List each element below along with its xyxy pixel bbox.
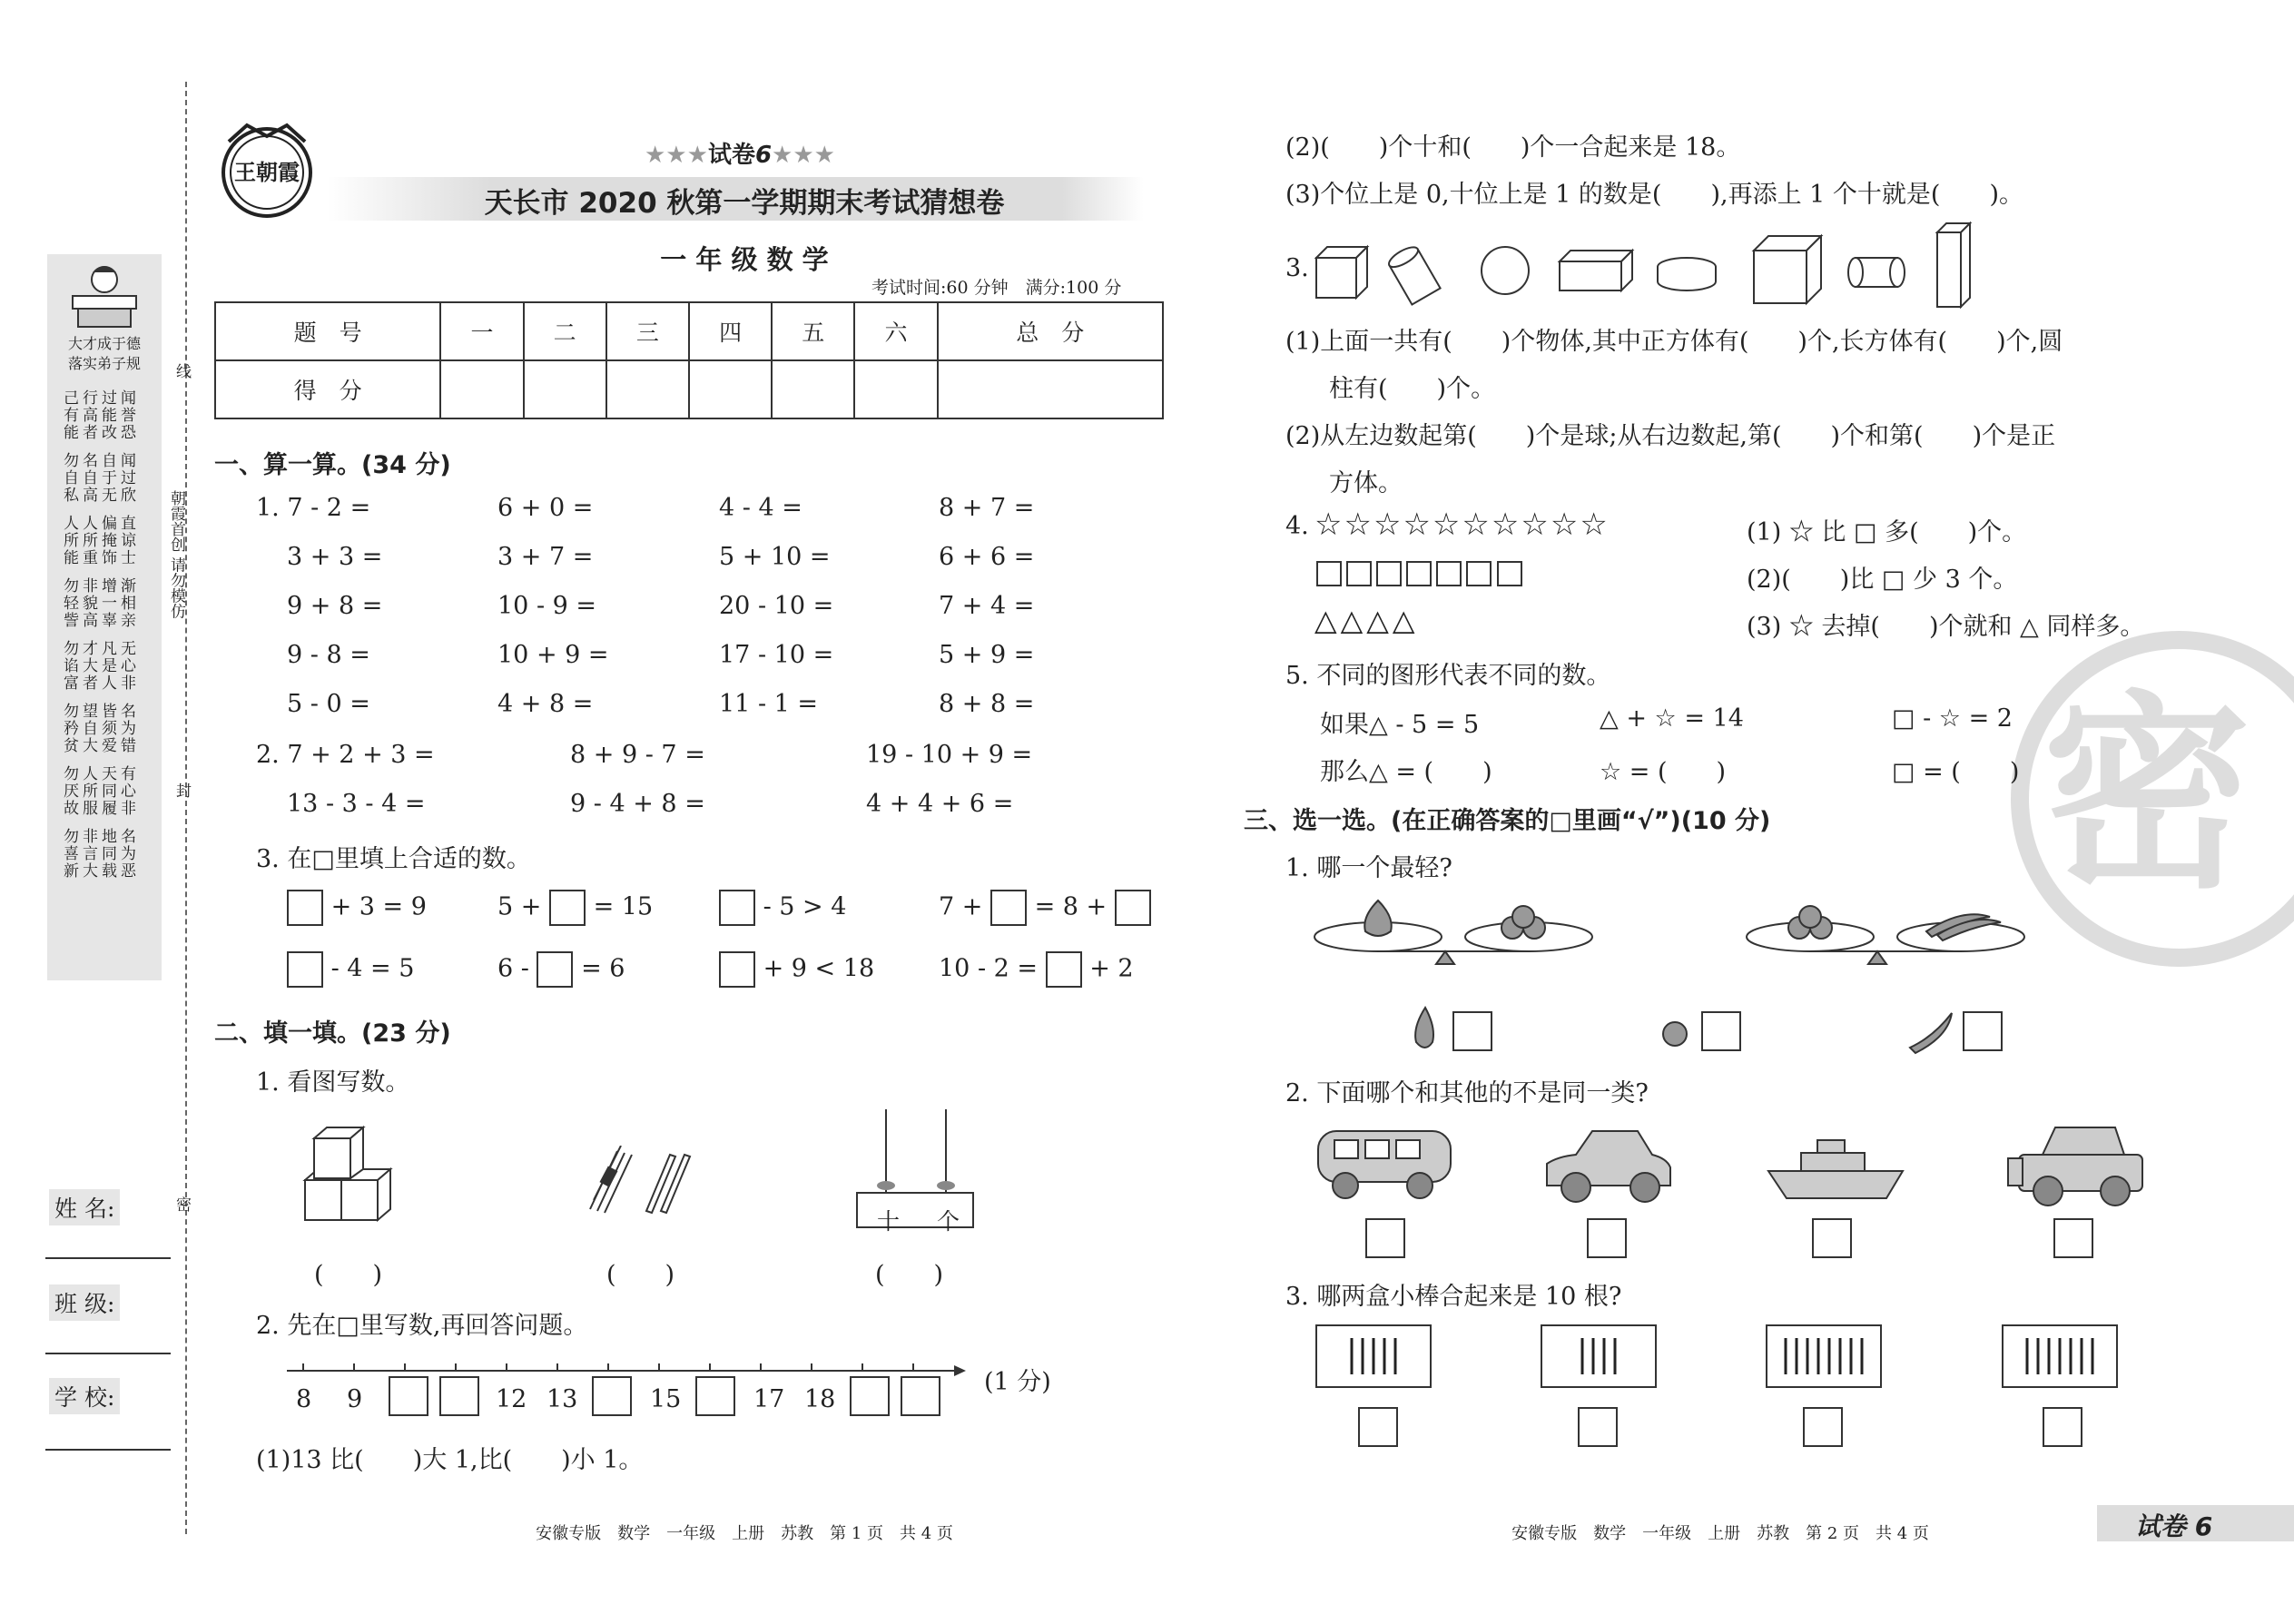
score-header-2: 二 xyxy=(524,302,606,360)
poem-line: 勿非增渐 xyxy=(64,577,140,595)
footer-left: 安徽专版 数学 一年级 上册 苏教 第 1 页 共 4 页 xyxy=(536,1524,953,1543)
poem-line: 己行过闻 xyxy=(64,389,140,408)
q3-item-c2: + 9 < 18 xyxy=(719,951,874,988)
answer-abacus[interactable]: ( ) xyxy=(875,1261,944,1289)
sidebar-panel xyxy=(47,254,162,980)
ship-icon xyxy=(1765,1135,1906,1204)
q3-2a: (2)从左边数起第( )个是球;从右边数起,第( )个和第( )个是正 xyxy=(1285,422,2056,450)
choice-box-1[interactable] xyxy=(1358,1407,1398,1447)
poem-line: 勿才凡无 xyxy=(64,640,140,658)
q3-no: 3. xyxy=(1285,254,1309,282)
score-table xyxy=(214,301,1164,419)
jeep-icon xyxy=(2006,1122,2151,1213)
poem-line: 有高能誉 xyxy=(64,407,140,425)
score-label: 得 分 xyxy=(215,360,440,418)
footer-right: 安徽专版 数学 一年级 上册 苏教 第 2 页 共 4 页 xyxy=(1511,1524,1929,1543)
square-shape xyxy=(1316,561,1342,586)
nl-9: 9 xyxy=(347,1385,363,1413)
q3-item-a1: + 3 = 9 xyxy=(287,890,427,926)
orange-icon xyxy=(1659,1019,1690,1049)
calc-item[interactable]: 20 - 10 = xyxy=(719,592,834,620)
q5-r2-b: ☆ = ( ) xyxy=(1600,758,1727,786)
poem-line: 人人偏直 xyxy=(64,515,140,533)
poem-line: 勿非地名 xyxy=(64,828,140,846)
motto-2: 落实弟子规 xyxy=(67,355,141,372)
q2-3: (3)个位上是 0,十位上是 1 的数是( ),再添上 1 个十就是( )。 xyxy=(1285,181,2023,209)
motto-1: 大才成于德 xyxy=(67,335,141,352)
fold-mark-feng: 封 xyxy=(172,782,191,798)
score-cell[interactable] xyxy=(938,360,1163,418)
poem-line: 新大载恶 xyxy=(64,862,140,881)
calc-item[interactable]: 9 + 8 = xyxy=(287,592,383,620)
nl-box-20[interactable] xyxy=(901,1376,940,1416)
choice-car[interactable] xyxy=(1587,1218,1627,1258)
s2-q2-title: 2. 先在□里写数,再回答问题。 xyxy=(256,1312,588,1340)
paper-tag-bottom: 试卷 6 xyxy=(2135,1511,2213,1541)
q4-no: 4. xyxy=(1285,512,1309,540)
answer-box[interactable] xyxy=(719,951,755,988)
q5-title: 5. 不同的图形代表不同的数。 xyxy=(1285,662,1611,690)
paper-tag-top: ★★★试卷6★★★ xyxy=(645,142,835,169)
calc-item[interactable]: 2. 7 + 2 + 3 = xyxy=(256,741,435,769)
choice-orange[interactable] xyxy=(1701,1011,1741,1051)
score-cell[interactable] xyxy=(772,360,854,418)
score-header-7: 总 分 xyxy=(938,302,1163,360)
poem-line: 訾高辜亲 xyxy=(64,612,140,630)
sticks-figure xyxy=(581,1146,699,1218)
calc-item[interactable]: 9 - 4 + 8 = xyxy=(570,790,705,818)
stick-box-4 xyxy=(2003,1325,2117,1387)
balance-scale-1 xyxy=(1313,890,1603,980)
square-shape xyxy=(1497,561,1522,586)
nl-box-19[interactable] xyxy=(850,1376,890,1416)
q3-item-a2: - 4 = 5 xyxy=(287,951,414,988)
poem-line: 勿望皆名 xyxy=(64,703,140,721)
calc-item[interactable]: 6 + 0 = xyxy=(497,494,594,522)
stick-box-2 xyxy=(1541,1325,1656,1387)
q3-item-c1: - 5 > 4 xyxy=(719,890,846,926)
poem-line: 能者改恐 xyxy=(64,424,140,442)
answer-box[interactable] xyxy=(537,951,573,988)
answer-sticks[interactable]: ( ) xyxy=(606,1261,675,1289)
q5-r2-a: 那么△ = ( ) xyxy=(1320,758,1492,786)
section-2-title: 二、填一填。(23 分) xyxy=(214,1019,451,1048)
choice-box-3[interactable] xyxy=(1803,1407,1843,1447)
score-header-4: 四 xyxy=(689,302,772,360)
score-cell[interactable] xyxy=(854,360,937,418)
poem-line: 厌所同心 xyxy=(64,782,140,801)
answer-box[interactable] xyxy=(287,890,323,926)
nl-box-11[interactable] xyxy=(439,1376,479,1416)
calc-item[interactable]: 7 + 4 = xyxy=(939,592,1035,620)
choice-pear[interactable] xyxy=(1452,1011,1492,1051)
nl-box-14[interactable] xyxy=(592,1376,632,1416)
calc-item[interactable]: 3 + 7 = xyxy=(497,543,594,571)
nl-box-10[interactable] xyxy=(389,1376,428,1416)
abacus-label-tens: 十 xyxy=(877,1208,901,1235)
s3-q3: 3. 哪两盒小棒合起来是 10 根? xyxy=(1285,1283,1622,1311)
stick-boxes xyxy=(1314,1322,2132,1394)
section-1-title: 一、算一算。(34 分) xyxy=(214,451,451,479)
abacus-figure xyxy=(853,1106,980,1233)
q2-2: (2)( )个十和( )个一合起来是 18。 xyxy=(1285,133,1741,162)
answer-box[interactable] xyxy=(1115,890,1151,926)
choice-jeep[interactable] xyxy=(2053,1218,2093,1258)
calc-item[interactable]: 8 + 7 = xyxy=(939,494,1035,522)
q5-r1-c: □ - ☆ = 2 xyxy=(1892,704,2013,733)
fold-mark-xian: 线 xyxy=(172,363,191,379)
q3-2b: 方体。 xyxy=(1329,469,1403,497)
calc-item[interactable]: 8 + 9 - 7 = xyxy=(570,741,705,769)
q5-r2-c: □ = ( ) xyxy=(1892,758,2020,786)
poem-line: 私高无欣 xyxy=(64,487,140,505)
score-cell[interactable] xyxy=(440,360,523,418)
s2-q2-1: (1)13 比( )大 1,比( )小 1。 xyxy=(256,1446,644,1474)
calc-item[interactable]: 5 + 10 = xyxy=(719,543,831,571)
class-label: 班 级: xyxy=(49,1284,120,1321)
class-field[interactable] xyxy=(45,1353,171,1354)
calc-item[interactable]: 5 - 0 = xyxy=(287,690,370,718)
calc-item[interactable]: 4 + 8 = xyxy=(497,690,594,718)
q3-item-d2: 10 - 2 = + 2 xyxy=(939,951,1134,988)
bus-icon xyxy=(1313,1118,1458,1209)
q3-item-b1: 5 + = 15 xyxy=(497,890,653,926)
school-field[interactable] xyxy=(45,1449,171,1451)
calc-item[interactable]: 3 + 3 = xyxy=(287,543,383,571)
score-header-1: 一 xyxy=(440,302,523,360)
poem-line: 贫大爱错 xyxy=(64,737,140,755)
score-cell[interactable] xyxy=(606,360,689,418)
banana-icon xyxy=(1906,1009,1961,1055)
poem-line: 所所掩谅 xyxy=(64,532,140,550)
score-cell[interactable] xyxy=(524,360,606,418)
square-shape xyxy=(1346,561,1372,586)
poem-line: 故服履非 xyxy=(64,800,140,818)
stamp-char: 密 xyxy=(2043,672,2252,917)
calc-item[interactable]: 13 - 3 - 4 = xyxy=(287,790,426,818)
q3-item-d1: 7 + = 8 + xyxy=(939,890,1151,926)
calc-item[interactable]: 19 - 10 + 9 = xyxy=(866,741,1033,769)
nl-13: 13 xyxy=(546,1385,578,1413)
q4-triangles: △△△△ xyxy=(1314,603,1419,637)
calc-item[interactable]: 11 - 1 = xyxy=(719,690,819,718)
stick-box-1 xyxy=(1316,1325,1431,1387)
poem-line: 勿名自闻 xyxy=(64,452,140,470)
square-shape xyxy=(1466,561,1492,586)
nl-15: 15 xyxy=(650,1385,682,1413)
stick-box-3 xyxy=(1767,1325,1881,1387)
q5-r1-a: 如果△ - 5 = 5 xyxy=(1320,711,1480,739)
answer-box[interactable] xyxy=(1046,951,1082,988)
nl-17: 17 xyxy=(753,1385,785,1413)
section-3-title: 三、选一选。(在正确答案的□里画“√”)(10 分) xyxy=(1244,807,1771,835)
school-label: 学 校: xyxy=(49,1378,120,1414)
answer-box[interactable] xyxy=(990,890,1027,926)
calc-item[interactable]: 9 - 8 = xyxy=(287,641,370,669)
nl-8: 8 xyxy=(296,1385,312,1413)
calc-item[interactable]: 8 + 8 = xyxy=(939,690,1035,718)
q4-squares xyxy=(1316,561,1522,586)
calc-item[interactable]: 4 + 4 + 6 = xyxy=(866,790,1014,818)
poem-line: 自自于过 xyxy=(64,469,140,487)
q4-1: (1) ☆ 比 □ 多( )个。 xyxy=(1747,518,2027,546)
name-field[interactable] xyxy=(45,1257,171,1259)
calc-item[interactable]: 4 - 4 = xyxy=(719,494,802,522)
choice-box-4[interactable] xyxy=(2043,1407,2082,1447)
q4-2: (2)( )比 □ 少 3 个。 xyxy=(1747,566,2018,594)
poem-line: 喜言同为 xyxy=(64,845,140,863)
nl-score: (1 分) xyxy=(984,1368,1051,1396)
fold-mark-note: 朝霞首创 请勿模仿 xyxy=(167,490,185,619)
poem-line: 能重饰士 xyxy=(64,549,140,567)
exam-info: 考试时间:60 分钟 满分:100 分 xyxy=(871,278,1122,298)
balance-scale-2 xyxy=(1745,890,2035,980)
q3-title: 3. 在□里填上合适的数。 xyxy=(256,845,531,873)
nl-18: 18 xyxy=(804,1385,836,1413)
s3-q1: 1. 哪一个最轻? xyxy=(1285,854,1452,882)
s3-q2: 2. 下面哪个和其他的不是同一类? xyxy=(1285,1079,1649,1107)
sidebar-poem xyxy=(64,390,154,891)
score-header-6: 六 xyxy=(854,302,937,360)
poem-line: 轻貌一相 xyxy=(64,595,140,613)
q3-1a: (1)上面一共有( )个物体,其中正方体有( )个,长方体有( )个,圆 xyxy=(1285,328,2063,356)
poem-line: 谄大是心 xyxy=(64,657,140,675)
calc-item[interactable]: 10 + 9 = xyxy=(497,641,609,669)
choice-ship[interactable] xyxy=(1812,1218,1852,1258)
calc-item[interactable]: 6 + 6 = xyxy=(939,543,1035,571)
poem-line: 矜自须为 xyxy=(64,720,140,738)
choice-bus[interactable] xyxy=(1365,1218,1405,1258)
poem-line: 富者人非 xyxy=(64,674,140,693)
answer-box[interactable] xyxy=(719,890,755,926)
subject-title: 一 年 级 数 学 xyxy=(660,244,829,275)
square-shape xyxy=(1406,561,1432,586)
q3-1b: 柱有( )个。 xyxy=(1329,375,1496,403)
cubes-figure xyxy=(301,1124,401,1229)
answer-cubes[interactable]: ( ) xyxy=(314,1261,383,1289)
score-cell[interactable] xyxy=(689,360,772,418)
nl-box-16[interactable] xyxy=(695,1376,735,1416)
q3-item-b2: 6 - = 6 xyxy=(497,951,625,988)
score-header-0: 题 号 xyxy=(215,302,440,360)
abacus-label-ones: 个 xyxy=(937,1208,960,1235)
score-header-3: 三 xyxy=(606,302,689,360)
answer-box[interactable] xyxy=(287,951,323,988)
nl-12: 12 xyxy=(496,1385,527,1413)
car-icon xyxy=(1540,1122,1676,1209)
poem-line: 勿人天有 xyxy=(64,765,140,783)
calc-item[interactable]: 5 + 9 = xyxy=(939,641,1035,669)
s2-q1-title: 1. 看图写数。 xyxy=(256,1068,410,1097)
square-shape xyxy=(1376,561,1402,586)
solids-figure xyxy=(1314,221,1986,312)
fold-mark-mi: 密 xyxy=(172,1196,191,1212)
score-header-5: 五 xyxy=(772,302,854,360)
calc-item[interactable]: 17 - 10 = xyxy=(719,641,834,669)
calc-item[interactable]: 10 - 9 = xyxy=(497,592,597,620)
calc-item[interactable]: 1. 7 - 2 = xyxy=(256,494,371,522)
answer-box[interactable] xyxy=(549,890,586,926)
fold-line xyxy=(185,82,187,1534)
logo-name: 王朝霞 xyxy=(234,159,300,185)
square-shape xyxy=(1436,561,1462,586)
page-title: 天长市 2020 秋第一学期期末考试猜想卷 xyxy=(484,187,1005,220)
choice-box-2[interactable] xyxy=(1578,1407,1618,1447)
q4-3: (3) ☆ 去掉( )个就和 △ 同样多。 xyxy=(1747,613,2145,641)
name-label: 姓 名: xyxy=(49,1189,120,1225)
pear-icon xyxy=(1405,1004,1445,1055)
q4-stars: ☆☆☆☆☆☆☆☆☆☆ xyxy=(1314,507,1610,543)
choice-banana[interactable] xyxy=(1963,1011,2003,1051)
q5-r1-b: △ + ☆ = 14 xyxy=(1600,704,1744,733)
